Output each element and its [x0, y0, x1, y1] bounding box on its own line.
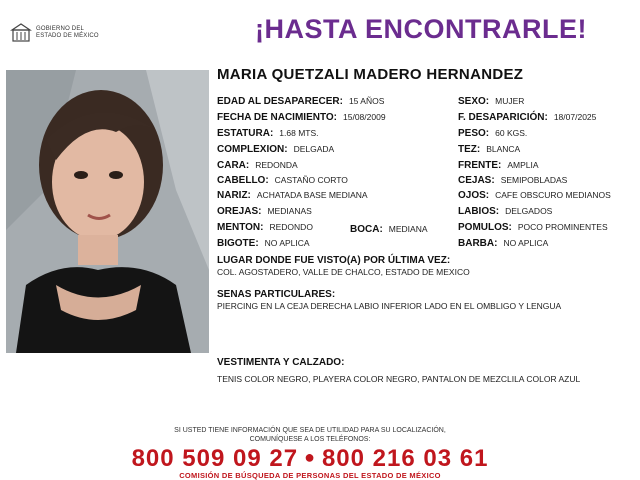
field-value: ACHATADA BASE MEDIANA [256, 190, 368, 200]
field-cabello [217, 174, 348, 187]
field-value: 15/08/2009 [343, 112, 386, 122]
last-seen-label: LUGAR DONDE FUE VISTO(A) POR ÚLTIMA VEZ: [217, 255, 451, 266]
field-value: CASTAÑO CORTO [274, 175, 348, 185]
field-complexion [217, 143, 334, 156]
field-value: CAFE OBSCURO MEDIANOS [495, 190, 611, 200]
field-value: POCO PROMINENTES [517, 222, 608, 232]
field-value: 15 AÑOS [348, 96, 385, 106]
field-label: CARA: [217, 160, 250, 171]
field-label: ESTATURA: [217, 128, 274, 139]
field-value: DELGADOS [505, 206, 553, 216]
separator-dot-icon: ● [304, 447, 316, 467]
headline: ¡HASTA ENCONTRARLE! [255, 14, 587, 44]
field-label: MENTON: [217, 222, 264, 233]
field-label: CEJAS: [458, 175, 495, 186]
field-pomulos [458, 221, 608, 234]
field-value: DELGADA [293, 144, 335, 154]
field-label: BARBA: [458, 238, 498, 249]
commission-footer: COMISIÓN DE BÚSQUEDA DE PERSONAS DEL ESTADO DE MÉXICO [179, 471, 441, 480]
field-orejas [217, 205, 312, 218]
field-value: MEDIANA [388, 224, 428, 234]
contact-line-2: COMUNÍQUESE A LOS TELÉFONOS: [249, 436, 371, 443]
field-label: FECHA DE NACIMIENTO: [217, 112, 337, 123]
field-label: EDAD AL DESAPARECER: [217, 96, 343, 107]
field-value: REDONDA [255, 160, 298, 170]
field-barba [458, 237, 548, 250]
field-frente [458, 159, 539, 172]
field-cara [217, 159, 298, 172]
field-label: COMPLEXION: [217, 144, 288, 155]
marks-label: SENAS PARTICULARES: [217, 289, 336, 300]
field-label: PESO: [458, 128, 490, 139]
field-label: FRENTE: [458, 160, 502, 171]
field-value: 1.68 MTS. [279, 128, 319, 138]
field-value: 60 KGS. [495, 128, 528, 138]
field-labios [458, 205, 552, 218]
state-seal-icon [10, 22, 32, 44]
field-label: OJOS: [458, 190, 490, 201]
field-nariz [217, 189, 368, 202]
logo-line-1: GOBIERNO DEL [36, 26, 85, 32]
phone-1[interactable]: 800 509 09 27 [131, 445, 299, 472]
field-label: POMULOS: [458, 222, 512, 233]
last-seen-location: COL. AGOSTADERO, VALLE DE CHALCO, ESTADO DE MEXICO [217, 267, 470, 277]
field-label: OREJAS: [217, 206, 262, 217]
field-label: F. DESAPARICIÓN: [458, 112, 548, 123]
field-nacimiento [217, 111, 386, 124]
field-label: BIGOTE: [217, 238, 259, 249]
field-label: SEXO: [458, 96, 490, 107]
field-label: LABIOS: [458, 206, 500, 217]
logo-line-2: ESTADO DE MÉXICO [36, 33, 99, 39]
field-value: MEDIANAS [267, 206, 312, 216]
field-peso [458, 127, 527, 140]
field-value: REDONDO [269, 222, 313, 232]
field-desaparicion [458, 111, 596, 124]
field-boca [350, 223, 428, 236]
field-value: MUJER [495, 96, 525, 106]
field-value: NO APLICA [503, 238, 549, 248]
field-menton [217, 221, 313, 234]
clothing-label: VESTIMENTA Y CALZADO: [217, 357, 345, 368]
person-name: MARIA QUETZALI MADERO HERNANDEZ [217, 66, 524, 83]
clothing-description: TENIS COLOR NEGRO, PLAYERA COLOR NEGRO, PANTALON DE MEZCLILA COLOR AZUL [217, 374, 581, 384]
field-ojos [458, 189, 611, 202]
field-edad [217, 95, 384, 108]
field-estatura [217, 127, 319, 140]
distinctive-marks: PIERCING EN LA CEJA DERECHA LABIO INFERIOR LADO EN EL OMBLIGO Y LENGUA [217, 301, 562, 311]
contact-line-1: SI USTED TIENE INFORMACIÓN QUE SEA DE UTILIDAD PARA SU LOCALIZACIÓN, [174, 427, 446, 434]
field-cejas [458, 174, 567, 187]
field-label: NARIZ: [217, 190, 251, 201]
field-value: BLANCA [486, 144, 521, 154]
field-sexo [458, 95, 524, 108]
phone-2[interactable]: 800 216 03 61 [321, 445, 489, 472]
government-logo [10, 22, 99, 44]
field-value: NO APLICA [264, 238, 310, 248]
field-tez [458, 143, 520, 156]
field-bigote [217, 237, 310, 250]
field-value: 18/07/2025 [553, 112, 597, 122]
missing-person-photo [6, 70, 209, 353]
field-label: TEZ: [458, 144, 481, 155]
field-value: SEMIPOBLADAS [500, 175, 568, 185]
field-value: AMPLIA [507, 160, 539, 170]
field-label: BOCA: [350, 224, 383, 235]
field-label: CABELLO: [217, 175, 269, 186]
phone-numbers [0, 445, 620, 473]
